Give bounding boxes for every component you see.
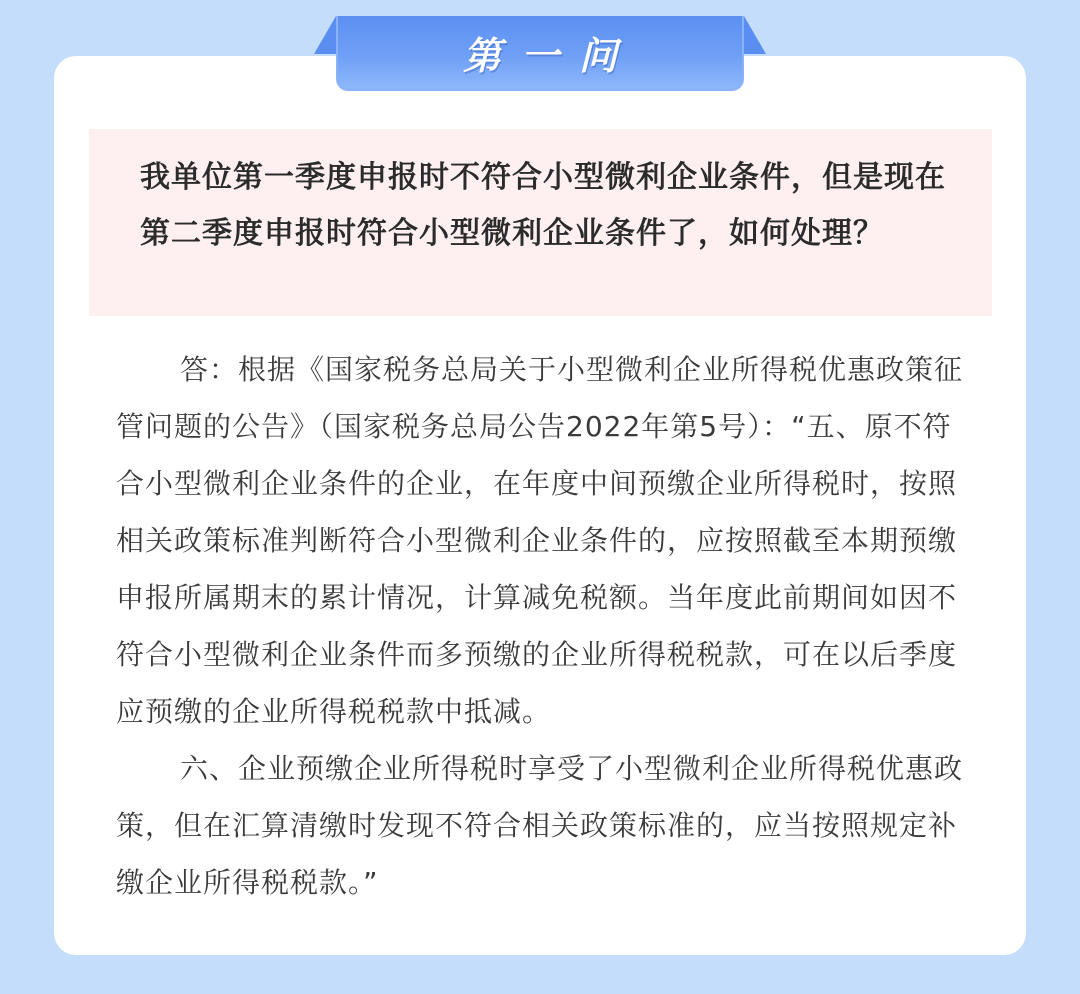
badge-left-wing xyxy=(314,16,336,54)
section-title: 第一问 xyxy=(462,34,637,78)
answer-paragraph-2: 六、企业预缴企业所得税时享受了小型微利企业所得税优惠政策，但在汇算清缴时发现不符合相关政策标准的，应当按照规定补缴企业所得税税款。” xyxy=(116,752,964,899)
answer-paragraph-1: 答：根据《国家税务总局关于小型微利企业所得税优惠政策征管问题的公告》（国家税务总局公告2022年第5号）：“五、原不符合小型微利企业条件的企业，在年度中间预缴企业所得税时，按照相关政策标准判断符合小型微利企业条件的，应按照截至本期预缴申报所属期末的累计情况，计算减免税额。当年度此前期间如因不符合小型微利企业条件而多预缴的企业所得税税款，可在以后季度应预缴的企业所得税税款中抵减。 xyxy=(116,353,964,728)
section-badge xyxy=(336,16,744,91)
question-text: 我单位第一季度申报时不符合小型微利企业条件，但是现在第二季度申报时符合小型微利企业条件了，如何处理？ xyxy=(140,160,946,251)
answer-body xyxy=(116,341,968,911)
badge-right-wing xyxy=(744,16,766,54)
